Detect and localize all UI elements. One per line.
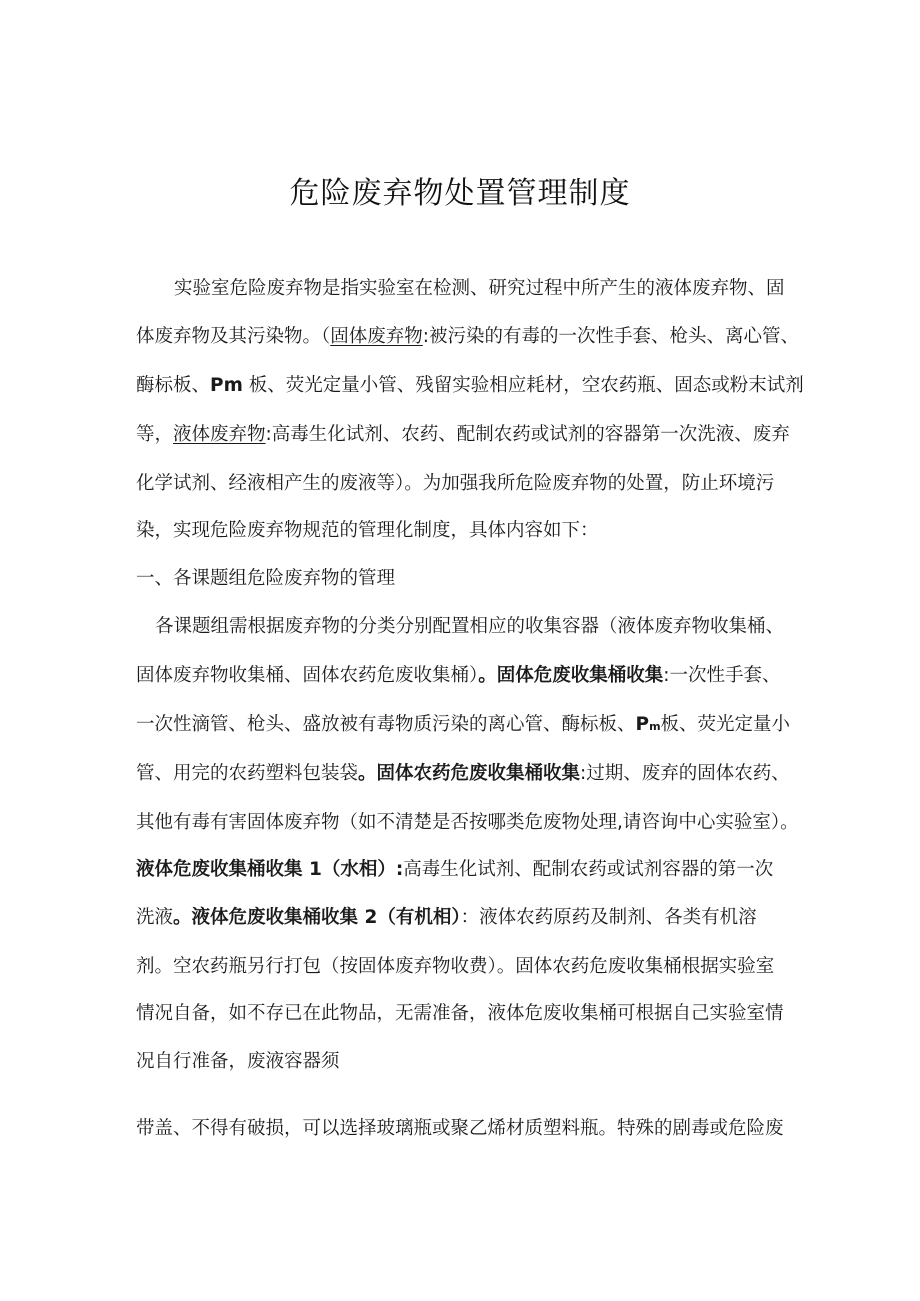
- section-heading: 一、各课题组危险废弃物的管理: [136, 568, 396, 589]
- term-liquid-waste: 液体废弃物: [173, 424, 266, 445]
- paragraph-line: 液体危废收集桶收集 1（水相）:高毒生化试剂、配制农药或试剂容器的第一次: [136, 859, 774, 880]
- paragraph-line: 一次性滴管、枪头、盛放被有毒物质污染的离心管、酶标板、Pm板、荧光定量小: [136, 714, 791, 735]
- document-title: 危险废弃物处置管理制度: [289, 176, 631, 211]
- paragraph-line: 等，液体废弃物:高毒生化试剂、农药、配制农药或试剂的容器第一次洗液、废弃: [136, 424, 790, 445]
- paragraph-line: 化学试剂、经液相产生的废液等）。为加强我所危险废弃物的处置，防止环境污: [136, 473, 775, 494]
- paragraph-line: 情况自备，如不存已在此物品，无需准备，液体危废收集桶可根据自己实验室情: [136, 1003, 784, 1024]
- paragraph-line: 况自行准备，废液容器须: [136, 1051, 340, 1072]
- paragraph-line: 实验室危险废弃物是指实验室在检测、研究过程中所产生的液体废弃物、固: [174, 278, 785, 299]
- paragraph-line: 固体废弃物收集桶、固体农药危废收集桶）。固体危废收集桶收集:一次性手套、: [136, 665, 781, 686]
- paragraph-line: 剂。空农药瓶另行打包（按固体废弃物收费）。固体农药危废收集桶根据实验室: [136, 956, 775, 977]
- paragraph-line: 其他有毒有害固体废弃物（如不清楚是否按哪类危废物处理,请咨询中心实验室）。: [136, 812, 799, 833]
- paragraph-line: 洗液。液体危废收集桶收集 2（有机相）：液体农药原药及制剂、各类有机溶: [136, 907, 757, 928]
- paragraph-line: 管、用完的农药塑料包装袋。固体农药危废收集桶收集:过期、废弃的固体农药、: [136, 763, 790, 784]
- paragraph-line: 酶标板、Pm 板、荧光定量小管、残留实验相应耗材，空农药瓶、固态或粉末试剂: [136, 375, 804, 396]
- term-solid-waste: 固体废弃物: [330, 326, 423, 347]
- paragraph-line: 带盖、不得有破损，可以选择玻璃瓶或聚乙烯材质塑料瓶。特殊的剧毒或危险废: [136, 1118, 784, 1139]
- paragraph-line: 各课题组需根据废弃物的分类分别配置相应的收集容器（液体废弃物收集桶、: [155, 616, 785, 637]
- paragraph-line: 染，实现危险废弃物规范的管理化制度，具体内容如下：: [136, 520, 599, 541]
- paragraph-line: 体废弃物及其污染物。（固体废弃物:被污染的有毒的一次性手套、枪头、离心管、: [136, 326, 800, 347]
